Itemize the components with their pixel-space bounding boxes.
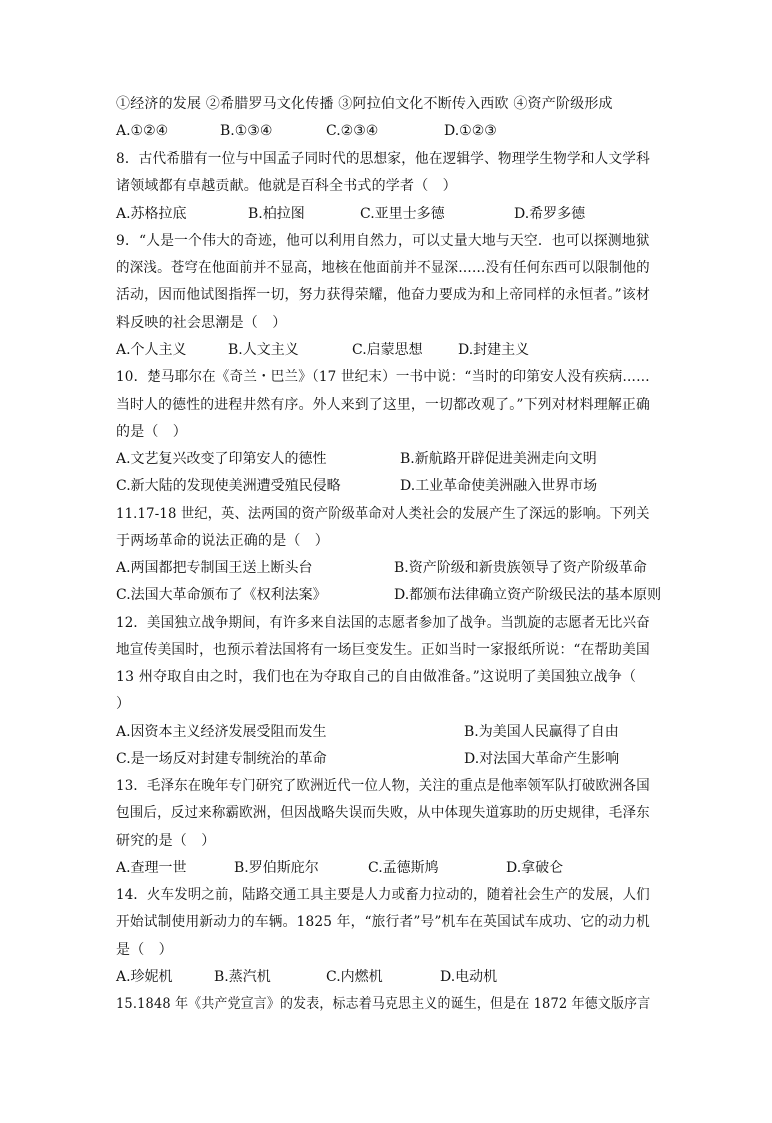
q9-line-4: 料反映的社会思潮是（ ） bbox=[116, 315, 287, 331]
q7-option-b: B.①③④ bbox=[220, 123, 273, 139]
q9-option-b: B.人文主义 bbox=[228, 342, 299, 358]
q15-line-1: 15.1848 年《共产党宣言》的发表，标志着马克思主义的诞生，但是在 1872 年德文版序言 bbox=[116, 996, 651, 1012]
q12-option-b: B.为美国人民赢得了自由 bbox=[464, 724, 619, 740]
q14-line-1: 14．火车发明之前，陆路交通工具主要是人力或畜力拉动的，随着社会生产的发展，人们 bbox=[116, 887, 650, 903]
q9-line-1: 9．“人是一个伟大的奇迹，他可以利用自然力，可以丈量大地与天空．也可以探测地狱 bbox=[116, 233, 650, 249]
q14-option-a: A.珍妮机 bbox=[116, 969, 173, 985]
q11-option-a: A.两国都把专制国王送上断头台 bbox=[116, 560, 313, 576]
q8-option-b: B.柏拉图 bbox=[248, 206, 305, 222]
q13-line-3: 研究的是（ ） bbox=[116, 833, 216, 849]
q12-line-1: 12．美国独立战争期间，有许多来自法国的志愿者参加了战争。当凯旋的志愿者无比兴奋 bbox=[116, 615, 650, 631]
q9-option-d: D.封建主义 bbox=[458, 342, 530, 358]
q12-option-d: D.对法国大革命产生影响 bbox=[464, 751, 620, 767]
q12-line-2: 地宣传美国时，也预示着法国将有一场巨变发生。正如当时一家报纸所说：“在帮助美国 bbox=[116, 642, 650, 658]
q11-option-d: D.都颁布法律确立资产阶级民法的基本原则 bbox=[394, 587, 662, 603]
q11-line-1: 11.17-18 世纪，英、法两国的资产阶级革命对人类社会的发展产生了深远的影响。下列关 bbox=[116, 506, 650, 522]
q14-line-2: 开始试制使用新动力的车辆。1825 年，“旅行者”号”机车在英国试车成功、它的动力机 bbox=[116, 914, 650, 930]
q10-option-c: C.新大陆的发现使美洲遭受殖民侵略 bbox=[116, 478, 341, 494]
q9-line-3: 活动，因而他试图指挥一切，努力获得荣耀，他奋力要成为和上帝同样的永恒者。”该材 bbox=[116, 287, 651, 303]
q7-option-c: C.②③④ bbox=[326, 123, 379, 139]
q12-line-4: ） bbox=[116, 696, 131, 712]
q10-line-2: 当时人的德性的进程井然有序。外人来到了这里，一切都改观了。”下列对材料理解正确 bbox=[116, 397, 651, 413]
q14-option-b: B.蒸汽机 bbox=[214, 969, 271, 985]
q8-line-1: 8．古代希腊有一位与中国孟子同时代的思想家，他在逻辑学、物理学生物学和人文学科 bbox=[116, 151, 650, 167]
q12-option-c: C.是一场反对封建专制统治的革命 bbox=[116, 751, 327, 767]
q10-option-d: D.工业革命使美洲融入世界市场 bbox=[400, 478, 598, 494]
q14-option-d: D.电动机 bbox=[440, 969, 498, 985]
q14-line-3: 是（ ） bbox=[116, 942, 173, 958]
q10-line-3: 的是（ ） bbox=[116, 424, 187, 440]
q13-option-a: A.查理一世 bbox=[116, 860, 187, 876]
q10-option-b: B.新航路开辟促进美洲走向文明 bbox=[400, 451, 597, 467]
q11-line-2: 于两场革命的说法正确的是（ ） bbox=[116, 533, 329, 549]
q12-line-3: 13 州夺取自由之时，我们也在为夺取自己的自由做准备。”这说明了美国独立战争（ bbox=[116, 669, 637, 685]
q8-option-a: A.苏格拉底 bbox=[116, 206, 187, 222]
q7-option-a: A.①②④ bbox=[116, 123, 169, 139]
q7-items: ①经济的发展 ②希腊罗马文化传播 ③阿拉伯文化不断传入西欧 ④资产阶级形成 bbox=[116, 96, 613, 112]
q10-line-1: 10．楚马耶尔在《奇兰・巴兰》（17 世纪末）一书中说：“当时的印第安人没有疾病…… bbox=[116, 369, 650, 385]
q12-option-a: A.因资本主义经济发展受阻而发生 bbox=[116, 724, 327, 740]
q7-option-d: D.①②③ bbox=[444, 123, 497, 139]
q10-option-a: A.文艺复兴改变了印第安人的德性 bbox=[116, 451, 327, 467]
q8-option-c: C.亚里士多德 bbox=[360, 206, 445, 222]
q13-line-2: 包围后，反过来称霸欧洲，但因战略失误而失败，从中体现失道寡助的历史规律，毛泽东 bbox=[116, 805, 650, 821]
q9-option-c: C.启蒙思想 bbox=[352, 342, 423, 358]
q13-option-b: B.罗伯斯庇尔 bbox=[234, 860, 319, 876]
q14-option-c: C.内燃机 bbox=[326, 969, 383, 985]
q13-option-d: D.拿破仑 bbox=[506, 860, 564, 876]
q13-option-c: C.孟德斯鸠 bbox=[368, 860, 439, 876]
q9-option-a: A.个人主义 bbox=[116, 342, 187, 358]
q13-line-1: 13．毛泽东在晚年专门研究了欧洲近代一位人物，关注的重点是他率领军队打破欧洲各国 bbox=[116, 778, 650, 794]
q11-option-c: C.法国大革命颁布了《权利法案》 bbox=[116, 587, 327, 603]
q8-line-2: 诸领域都有卓越贡献。他就是百科全书式的学者（ ） bbox=[116, 178, 457, 194]
q11-option-b: B.资产阶级和新贵族领导了资产阶级革命 bbox=[394, 560, 647, 576]
q8-option-d: D.希罗多德 bbox=[514, 206, 586, 222]
q9-line-2: 的深浅。苍穹在他面前并不显高，地核在他面前并不显深……没有任何东西可以限制他的 bbox=[116, 260, 650, 276]
